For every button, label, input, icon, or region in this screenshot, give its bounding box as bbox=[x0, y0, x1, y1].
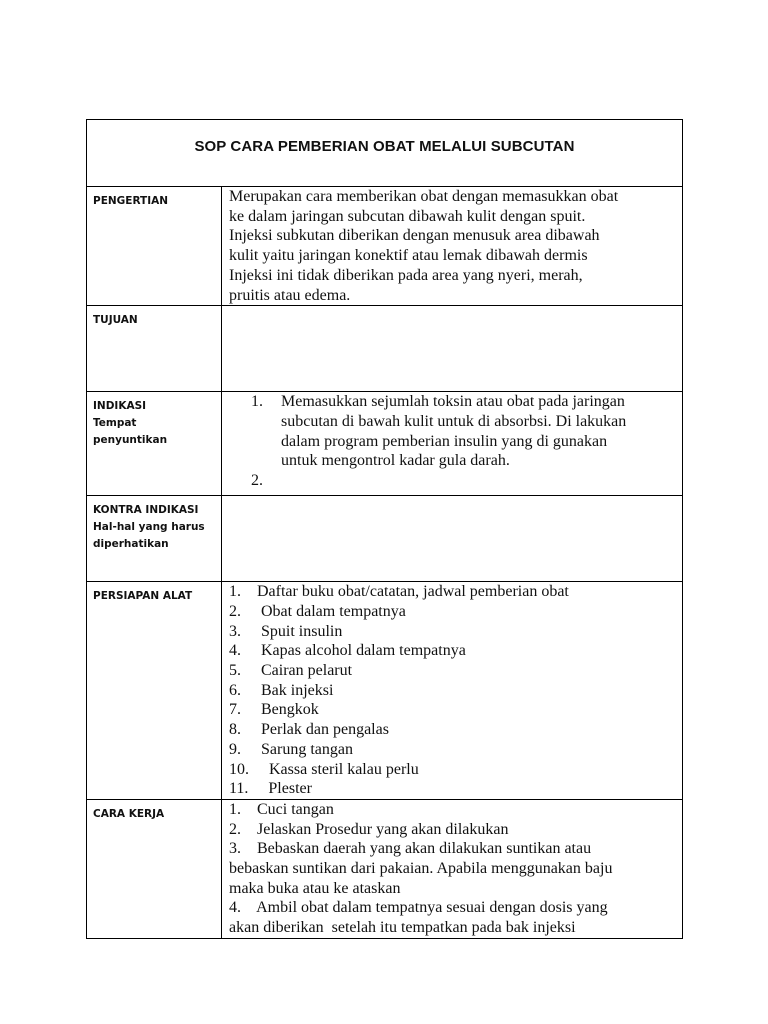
content-cara-kerja bbox=[222, 799, 683, 938]
list-item: 2. bbox=[251, 472, 263, 490]
text-line: ke dalam jaringan subcutan dibawah kulit dengan spuit. bbox=[229, 207, 586, 225]
sop-document bbox=[86, 119, 682, 939]
list-item: 5. Cairan pelarut bbox=[229, 662, 353, 680]
list-item: 2. Obat dalam tempatnya bbox=[229, 602, 406, 620]
text-line: kulit yaitu jaringan konektif atau lemak dibawah dermis bbox=[229, 247, 588, 265]
list-item: 4. Kapas alcohol dalam tempatnya bbox=[229, 642, 466, 660]
text-line: pruitis atau edema. bbox=[229, 286, 351, 304]
content-pengertian bbox=[222, 187, 683, 306]
page-title: SOP CARA PEMBERIAN OBAT MELALUI SUBCUTAN bbox=[194, 138, 575, 155]
content-kontra-indikasi bbox=[222, 496, 683, 582]
label-pengertian: PENGERTIAN bbox=[87, 187, 222, 306]
label-indikasi: INDIKASI Tempat penyuntikan bbox=[87, 392, 222, 496]
label-persiapan-alat: PERSIAPAN ALAT bbox=[87, 582, 222, 800]
text-line: bebaskan suntikan dari pakaian. Apabila menggunakan baju bbox=[229, 860, 613, 878]
text-line: 2. Jelaskan Prosedur yang akan dilakukan bbox=[229, 820, 509, 838]
content-indikasi bbox=[222, 392, 683, 496]
text-line: 3. Bebaskan daerah yang akan dilakukan suntikan atau bbox=[229, 840, 592, 858]
list-item: 6. Bak injeksi bbox=[229, 681, 334, 699]
text-line: Injeksi subkutan diberikan dengan menusuk area dibawah bbox=[229, 227, 600, 245]
sop-table bbox=[86, 119, 683, 939]
label-cara-kerja: CARA KERJA bbox=[87, 799, 222, 938]
text-line: 4. Ambil obat dalam tempatnya sesuai dengan dosis yang bbox=[229, 899, 608, 917]
text-line: Merupakan cara memberikan obat dengan memasukkan obat bbox=[229, 188, 619, 205]
list-item: 1. Daftar buku obat/catatan, jadwal pemberian obat bbox=[229, 583, 569, 601]
content-persiapan-alat bbox=[222, 582, 683, 800]
list-item: 8. Perlak dan pengalas bbox=[229, 721, 389, 739]
label-tujuan: TUJUAN bbox=[87, 306, 222, 392]
list-item: 11. Plester bbox=[229, 780, 312, 798]
indikasi-list bbox=[229, 392, 676, 491]
text-line: 1. Cuci tangan bbox=[229, 800, 334, 818]
content-tujuan bbox=[222, 306, 683, 392]
list-item: 1. Memasukkan sejumlah toksin atau obat pada jaringan subcutan di bawah kulit untuk di absorbsi. Di lakukan dalam program pemberian insulin yang di gunakan untuk mengontrol kadar gula darah. bbox=[251, 393, 627, 470]
text-line: maka buka atau ke ataskan bbox=[229, 879, 401, 897]
title-cell bbox=[87, 120, 683, 187]
persiapan-alat-list bbox=[229, 582, 676, 799]
list-item: 10. Kassa steril kalau perlu bbox=[229, 760, 419, 778]
list-item: 9. Sarung tangan bbox=[229, 740, 353, 758]
list-item: 3. Spuit insulin bbox=[229, 622, 343, 640]
list-item: 7. Bengkok bbox=[229, 701, 319, 719]
text-line: akan diberikan setelah itu tempatkan pada bak injeksi bbox=[229, 919, 576, 937]
text-line: Injeksi ini tidak diberikan pada area yang nyeri, merah, bbox=[229, 266, 583, 284]
label-kontra-indikasi: KONTRA INDIKASI Hal-hal yang harus diperhatikan bbox=[87, 496, 222, 582]
